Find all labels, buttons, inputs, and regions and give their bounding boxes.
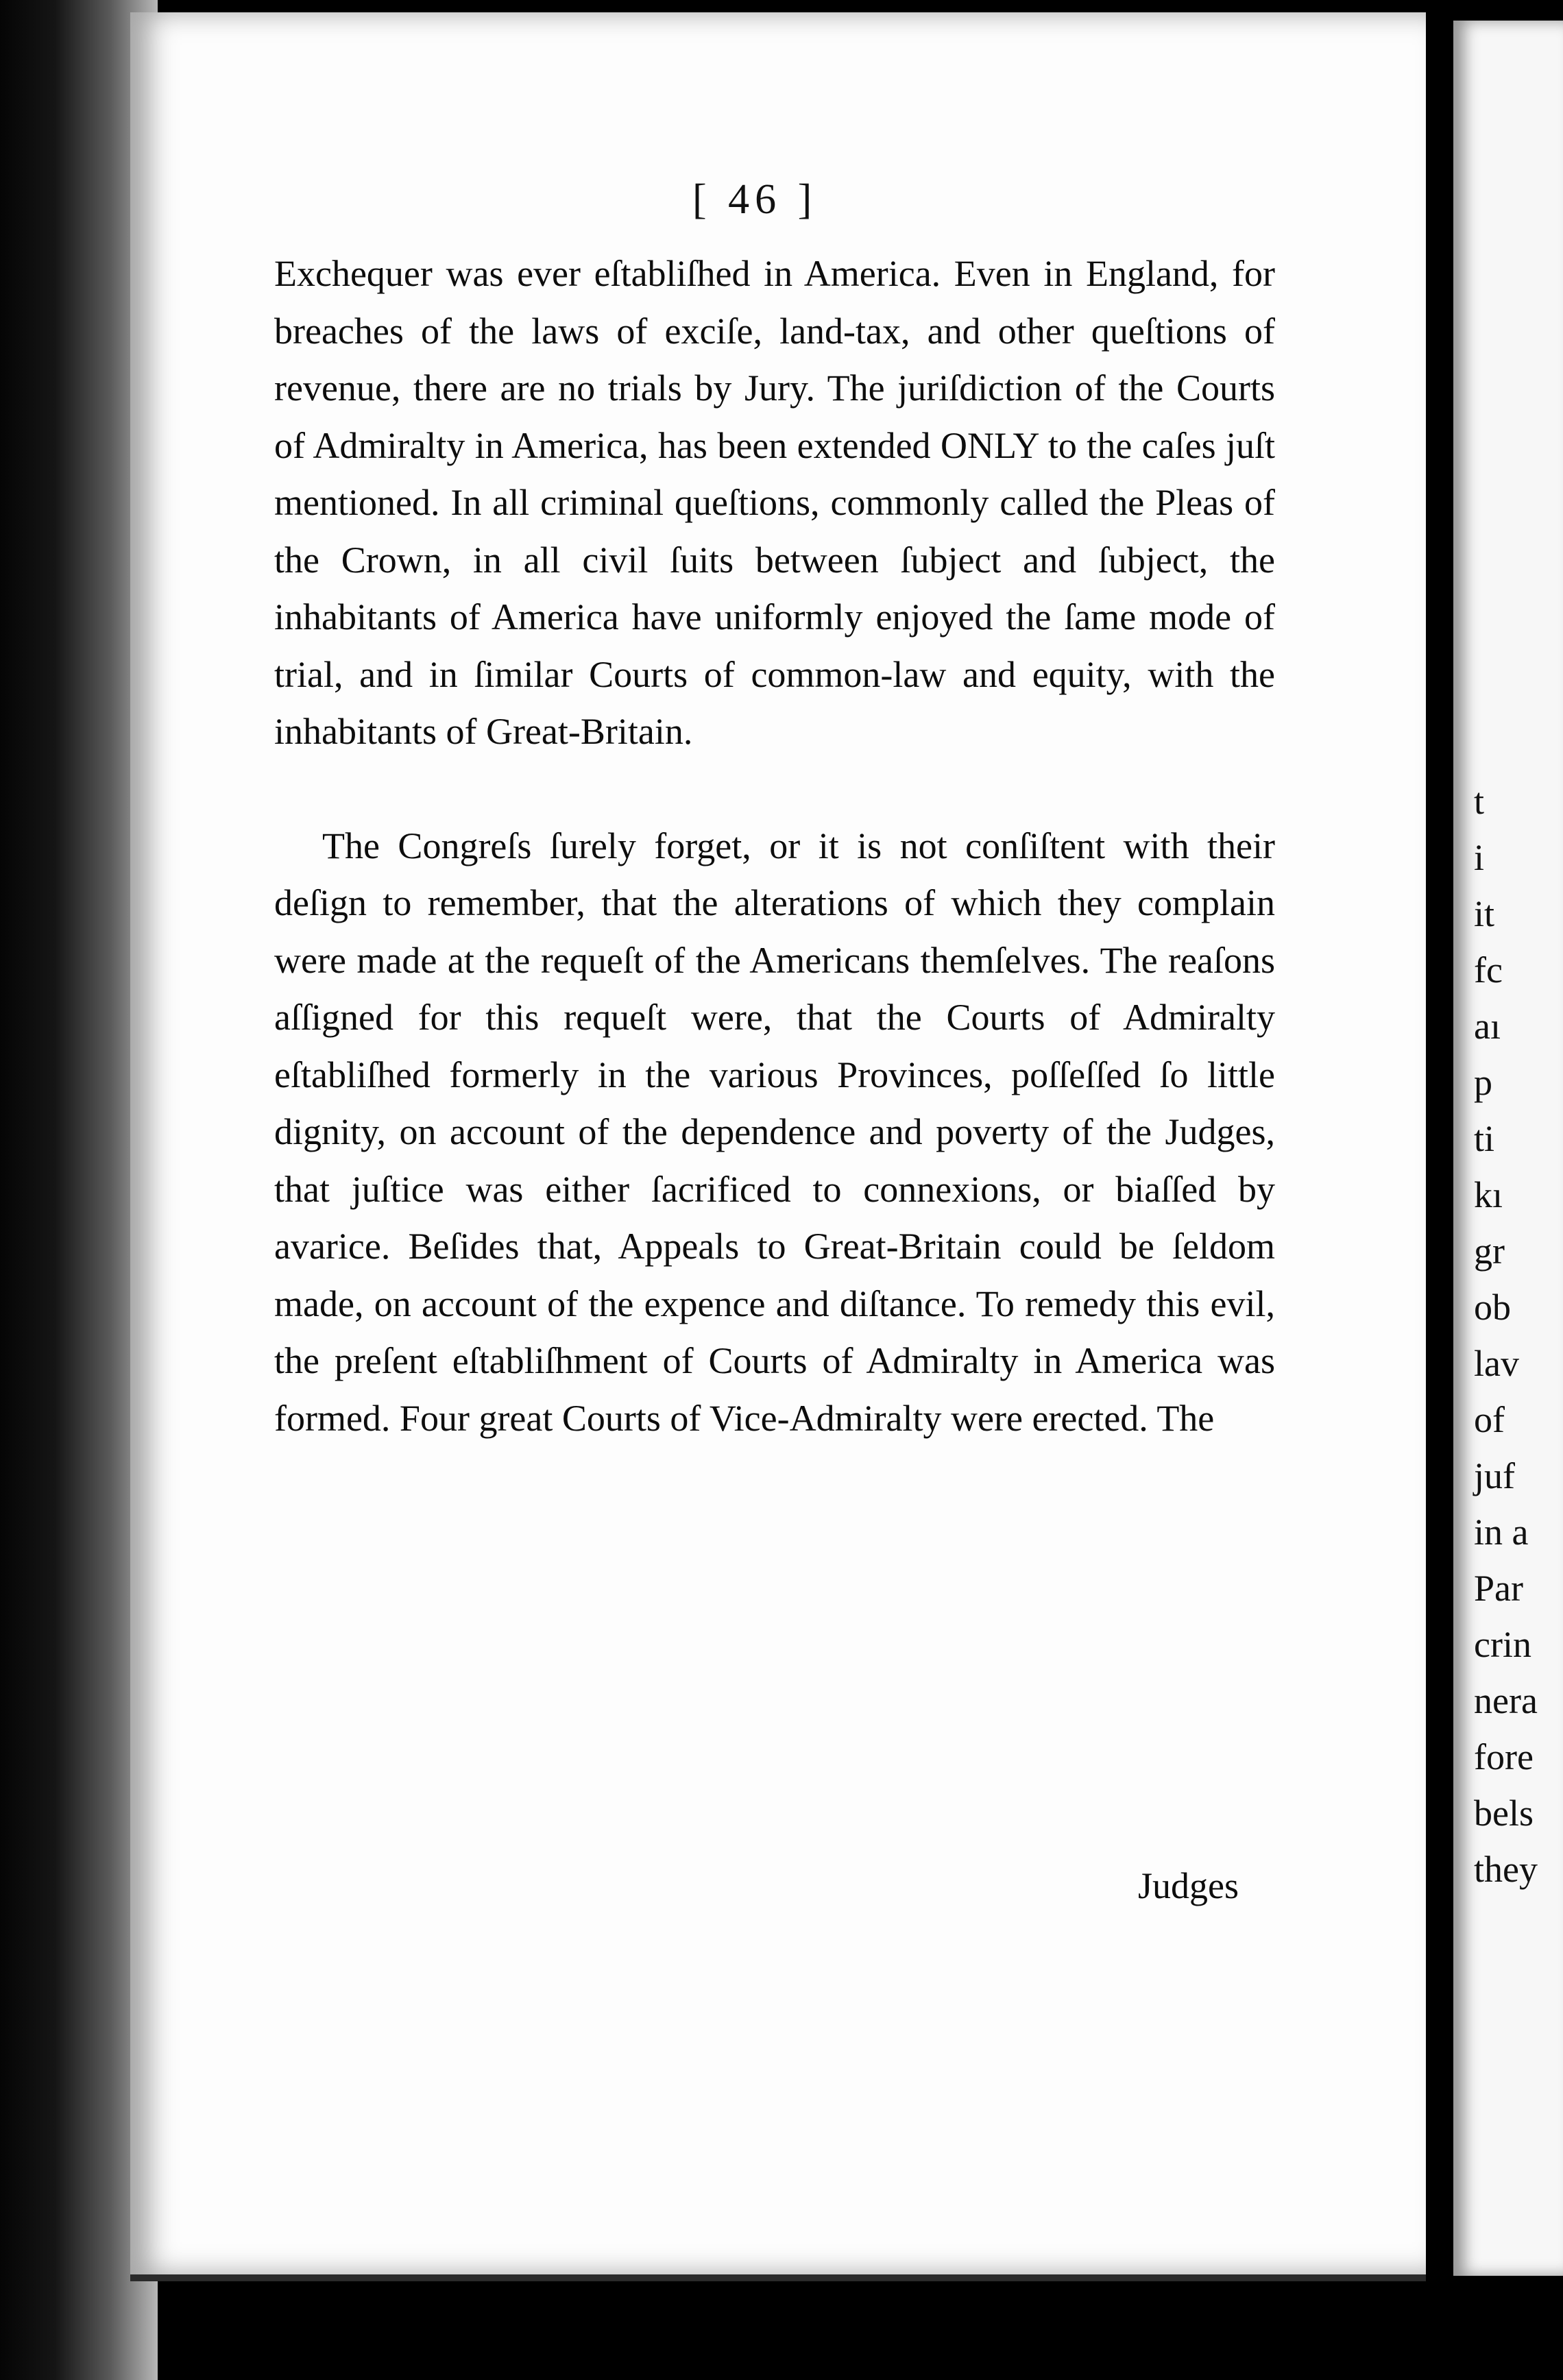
facing-page-edge: [1453, 21, 1563, 2276]
facing-page-fragment: crin: [1474, 1624, 1531, 1665]
facing-page-fragment: it: [1474, 893, 1495, 934]
facing-page-fragment: nera: [1474, 1680, 1538, 1721]
facing-page-fragment: in a: [1474, 1511, 1529, 1553]
facing-page-fragment: fore: [1474, 1736, 1534, 1777]
facing-page-fragment: fc: [1474, 949, 1503, 991]
facing-page-fragment: t: [1474, 781, 1485, 822]
facing-page-fragment: lav: [1474, 1343, 1519, 1384]
paragraph-2: The Congreſs ſurely forget, or it is not conſiſtent with their deſign to remember, that the alterations of which they complain were made at the requeſt of the Americans themſelves. The reaſons aſſigned for this requeſt were, that the Courts of Admiralty eſtabliſhed formerly in the various Provinces, poſſeſſed ſo little dignity, on account of the dependence and poverty of the Judges, that juſtice was either ſacrificed to connexions, or biaſſed by avarice. Beſides that, Appeals to Great-Britain could be ſeldom made, on account of the expence and diſtance. To remedy this evil, the preſent eſtabliſhment of Courts of Admiralty in America was formed. Four great Courts of Vice-Admiralty were erected. The: [274, 825, 1275, 1439]
facing-page-fragment: gr: [1474, 1230, 1505, 1272]
facing-page-fragment: kı: [1474, 1174, 1503, 1215]
paragraph-1: Exchequer was ever eſtabliſhed in America. Even in England, for breaches of the laws of exciſe, land-tax, and other queſtions of revenue, there are no trials by Jury. The juriſdiction of the Courts of Admiralty in America, has been extended ONLY to the caſes juſt mentioned. In all criminal queſtions, commonly called the Pleas of the Crown, in all civil ſuits between ſubject and ſubject, the inhabitants of America have uniformly enjoyed the ſame mode of trial, and in ſimilar Courts of common-law and equity, with the inhabitants of Great-Britain.: [274, 253, 1275, 752]
facing-page-fragment: i: [1474, 837, 1485, 878]
facing-page-fragment: ob: [1474, 1287, 1511, 1328]
page-body: [274, 245, 1275, 1447]
catchword: Judges: [1138, 1865, 1239, 1906]
facing-page-fragment: ti: [1474, 1118, 1495, 1159]
facing-page-fragment: p: [1474, 1062, 1492, 1103]
page-bottom-edge: [130, 2274, 1426, 2281]
facing-page-fragment: bels: [1474, 1793, 1534, 1834]
facing-page-fragment: juf: [1474, 1455, 1515, 1496]
page-number: [ 46 ]: [692, 176, 818, 223]
facing-page-fragment: they: [1474, 1849, 1538, 1890]
facing-page-fragment: aı: [1474, 1006, 1501, 1047]
facing-page-fragment: Par: [1474, 1568, 1523, 1609]
facing-page-fragment: of: [1474, 1399, 1505, 1440]
